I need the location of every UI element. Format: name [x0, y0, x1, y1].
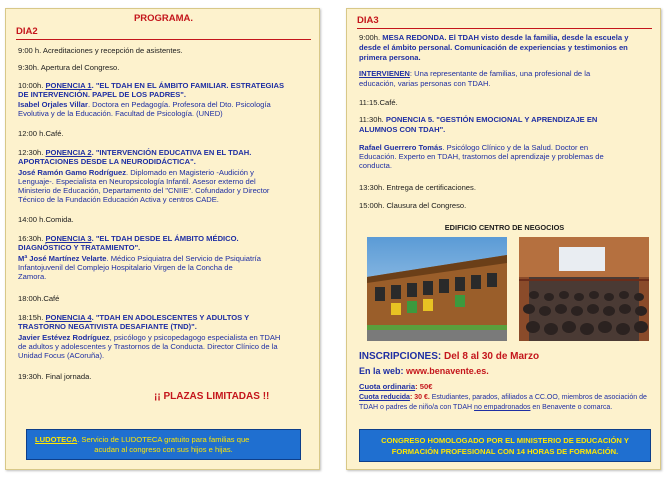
fee-reduced-line2 — [359, 403, 612, 413]
fee-regular-line — [359, 382, 432, 392]
talk4-bio-a: , psicólogo y psicopedagogo especialista en TDAH — [109, 333, 281, 342]
talk2-bio-d: Técnico de la Fundación Educación Activa y centros CADE. — [18, 195, 219, 204]
talk3-title-a: . "EL TDAH DESDE EL ÁMBITO MÉDICO. — [91, 234, 239, 243]
registration-label: INSCRIPCIONES: — [359, 351, 442, 362]
talk1-speaker: Isabel Orjales Villar — [18, 100, 88, 109]
talk2-bio-c: Ministerio de Educación, Departamento del "CNIIE". Cofundador y Director — [18, 186, 270, 195]
talk5-title-a: PONENCIA 5. "GESTIÓN EMOCIONAL Y APRENDIZAJE EN — [385, 115, 598, 124]
talk5-bio-b: Educación. Experto en TDAH, trastornos del aprendizaje y problemas de — [359, 152, 604, 161]
fee-reduced-text-b: TDAH o padres de niño/a con TDAH — [359, 404, 475, 411]
talk1-title-a: . "EL TDAH EN EL ÁMBITO FAMILIAR. ESTRATEGIAS — [91, 81, 285, 90]
schedule-coffee-day3: 11:15.Café. — [359, 98, 398, 107]
schedule-certificates: 13:30h. Entrega de certificaciones. — [359, 183, 476, 192]
registration-line — [359, 351, 539, 363]
fee-reduced-value: : 30 €. — [409, 394, 430, 401]
schedule-closing-day2: 19:30h. Final jornada. — [18, 372, 92, 381]
talk5-bio-a: . Psicólogo Clínico y de la Salud. Doctor en — [442, 143, 589, 152]
talk5-line1 — [359, 115, 597, 125]
talk4-bio-c: Unidad Focus (ACoruña). — [18, 351, 105, 360]
web-label: En la web: — [359, 366, 404, 376]
talk3-label: PONENCIA 3 — [45, 234, 92, 243]
talk4-speaker: Javier Estévez Rodríguez — [18, 333, 110, 342]
roundtable-line1 — [359, 33, 628, 43]
schedule-opening: 9:30h. Apertura del Congreso. — [18, 63, 120, 72]
fee-regular-value: : 50€ — [415, 382, 433, 391]
talk3-bio-a: . Médico Psiquiatra del Servicio de Psiquiatría — [106, 254, 261, 263]
limited-places-notice: ¡¡ PLAZAS LIMITADAS !! — [154, 391, 270, 402]
talk1-time: 10:00h. — [18, 81, 44, 90]
talk4-title-a: . "TDAH EN ADOLESCENTES Y ADULTOS Y — [91, 313, 250, 322]
speakers-line1 — [359, 69, 590, 79]
registration-dates: Del 8 al 30 de Marzo — [444, 351, 540, 362]
talk4-label: PONENCIA 4 — [45, 313, 92, 322]
web-url[interactable]: www.benavente.es. — [406, 366, 489, 376]
talk4-time: 18:15h. — [18, 313, 44, 322]
ludoteca-line2: acudan al congreso con sus hijos e hijas. — [94, 445, 233, 454]
program-title: PROGRAMA. — [133, 13, 194, 24]
talk2-bio-b: Lenguaje-. Especialista en Neuropsicología Infantil. Asesor externo del — [18, 177, 256, 186]
talk1-bio-a: . Doctora en Pedagogía. Profesora del Dto. Psicología — [87, 100, 271, 109]
building-caption: EDIFICIO CENTRO DE NEGOCIOS — [444, 223, 565, 232]
talk1-label: PONENCIA 1 — [45, 81, 92, 90]
roundtable-title-b: desde el ámbito personal. Comunicación de experiencias y testimonios en — [359, 43, 628, 52]
auditorium-photo-graphic — [519, 237, 649, 341]
roundtable-time: 9:00h. — [359, 33, 381, 42]
ludoteca-text-a: . Servicio de LUDOTECA gratuito para familias que — [77, 435, 250, 444]
schedule-coffee2: 18:00h.Café — [18, 294, 60, 303]
schedule-closing-day3: 15:00h. Clausura del Congreso. — [359, 201, 467, 210]
talk3-title-b: DIAGNÓSTICO Y TRATAMIENTO". — [18, 243, 141, 252]
accreditation-box — [359, 429, 651, 462]
accreditation-line1: CONGRESO HOMOLOGADO POR EL MINISTERIO DE EDUCACIÓN Y — [381, 436, 629, 445]
ludoteca-line1 — [35, 435, 292, 445]
talk5-bio-c: conducta. — [359, 161, 392, 170]
schedule-lunch: 14:00 h.Comida. — [18, 215, 74, 224]
fee-reduced-text-a: Estudiantes, parados, afiliados a CC.OO, miembros de asociación de — [429, 394, 647, 401]
talk2-label: PONENCIA 2 — [45, 148, 92, 157]
ludoteca-box — [26, 429, 301, 460]
talk1-title-b: DE INTERVENCIÓN. PAPEL DE LOS PADRES". — [18, 90, 187, 99]
talk2-speaker: José Ramón Gamo Rodríguez — [18, 168, 127, 177]
talk3-bio-c: Zamora. — [18, 272, 47, 281]
talk2-title-a: . "INTERVENCIÓN EDUCATIVA EN EL TDAH. — [91, 148, 252, 157]
roundtable-title-c: primera persona. — [359, 53, 421, 62]
program-day2-panel — [5, 8, 320, 470]
day2-divider — [16, 39, 311, 40]
fee-reduced-label: Cuota reducida — [359, 394, 410, 401]
talk5-speaker: Rafael Guerrero Tomás — [359, 143, 443, 152]
talk4-title-b: TRASTORNO NEGATIVISTA DESAFIANTE (TND)". — [18, 322, 197, 331]
talk5-title-b: ALUMNOS CON TDAH". — [359, 125, 446, 134]
fee-reduced-line1 — [359, 393, 647, 403]
fee-reduced-not-registered: no empadronados — [474, 404, 531, 411]
building-photo — [367, 237, 507, 341]
building-photo-graphic — [367, 237, 507, 341]
day3-title: DIA3 — [357, 15, 379, 26]
accreditation-line2: FORMACIÓN PROFESIONAL CON 14 HORAS DE FORMACIÓN. — [391, 447, 619, 456]
talk2-bio-a: . Diplomado en Magisterio -Audición y — [126, 168, 254, 177]
speakers-text-b: educación, varias personas con TDAH. — [359, 79, 491, 88]
talk2-title-b: APORTACIONES DESDE LA NEURODIDÁCTICA". — [18, 157, 196, 166]
fee-regular-label: Cuota ordinaria — [359, 382, 416, 391]
speakers-text-a: : Una representante de familias, una profesional de la — [409, 69, 591, 78]
web-line — [359, 366, 489, 377]
talk2-time: 12:30h. — [18, 148, 44, 157]
talk3-speaker: Mª José Martínez Velarte — [18, 254, 107, 263]
schedule-coffee1: 12:00 h.Café. — [18, 129, 64, 138]
talk5-time: 11:30h. — [359, 115, 384, 124]
day2-title: DIA2 — [16, 26, 38, 37]
roundtable-title-a: MESA REDONDA. El TDAH visto desde la familia, desde la escuela y — [382, 33, 629, 42]
talk4-bio-b: de adultos y adolescentes y Trastornos de la Conducta. Director Clínico de la — [18, 342, 278, 351]
fee-reduced-text-c: en Benavente o comarca. — [530, 404, 613, 411]
day3-divider — [357, 28, 652, 29]
speakers-label: INTERVIENEN — [359, 69, 410, 78]
schedule-accreditation: 9:00 h. Acreditaciones y recepción de asistentes. — [18, 46, 183, 55]
talk1-bio-b: Evolutiva y de la Educación. Facultad de Psicología. (UNED) — [18, 109, 223, 118]
auditorium-photo — [519, 237, 649, 341]
ludoteca-label: LUDOTECA — [35, 435, 78, 444]
program-day3-panel — [346, 8, 661, 470]
talk3-bio-b: Infantojuvenil del Complejo Hospitalario Virgen de la Concha de — [18, 263, 233, 272]
talk3-time: 16:30h. — [18, 234, 44, 243]
